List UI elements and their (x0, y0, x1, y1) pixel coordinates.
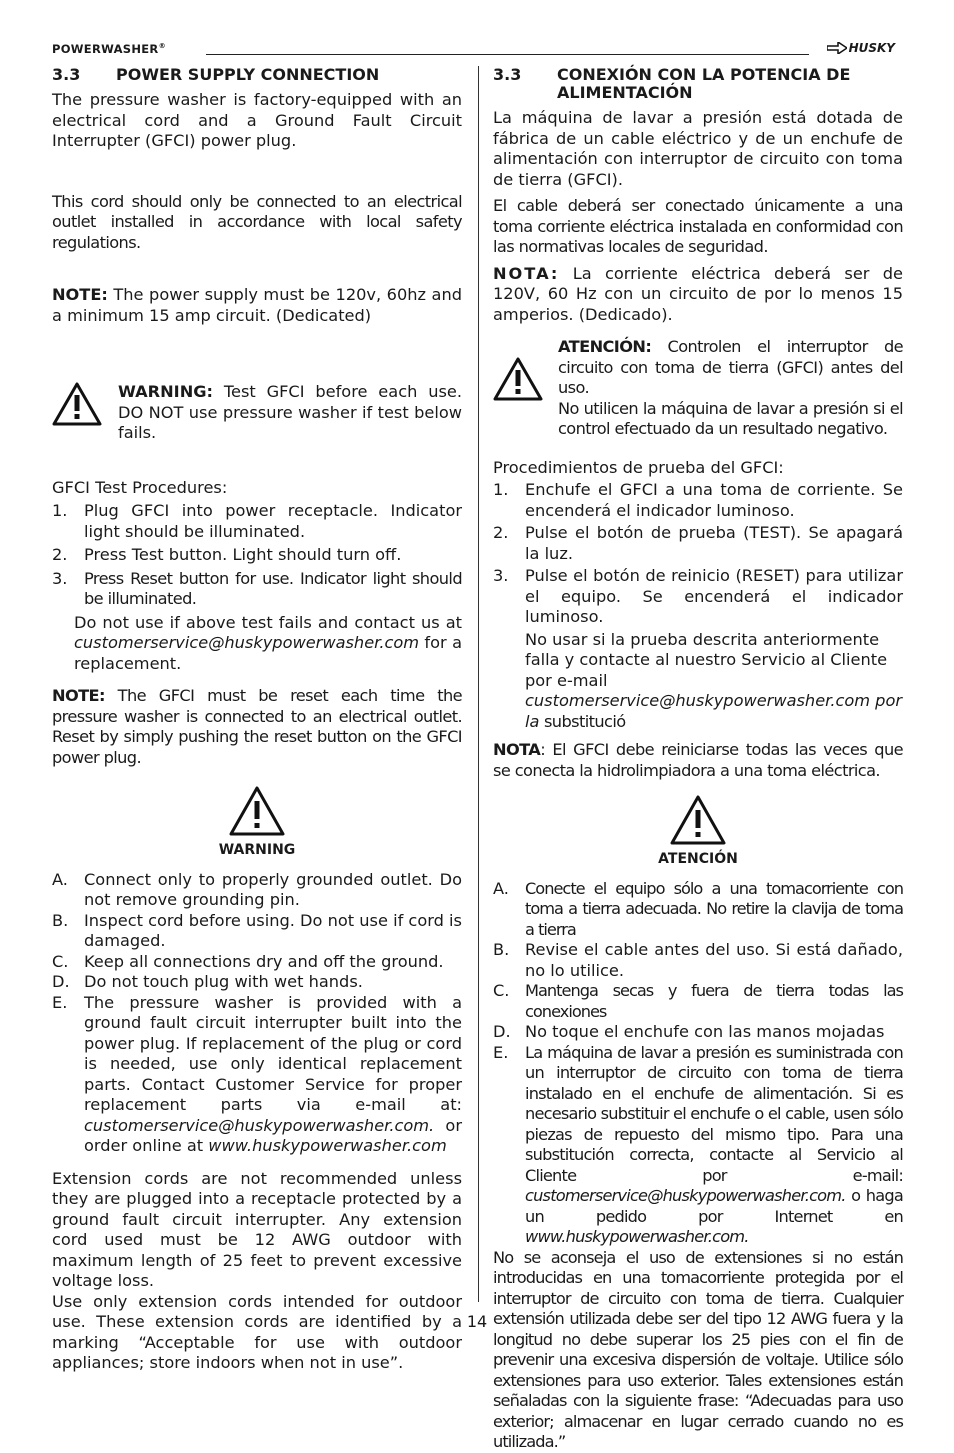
list-item: A. Connect only to properly grounded outlet. Do not remove grounding pin. (52, 869, 462, 909)
list-item: E. The pressure washer is provided with a ground fault circuit interrupter built into the power plug. If replacement of the plug or cord is needed, use only identical replacement parts. Contact Customer Service for proper replacement parts via e-mail at: customerservice@huskypowerwasher.com. or order online at www.huskypowerwasher.com (52, 992, 462, 1155)
nota-power: NOTA: La corriente eléctrica deberá ser de 120V, 60 Hz con un circuito de por lo menos 15 amperios. (Dedicado). (493, 263, 903, 324)
page-number: 14 (466, 1312, 488, 1331)
list-item: D. No toque el enchufe con las manos mojadas (493, 1022, 885, 1041)
english-column (52, 66, 462, 1374)
warning-triangle-icon (52, 382, 102, 426)
atencion-test (493, 337, 903, 440)
list-item: B. Inspect cord before using. Do not use if cord is damaged. (52, 910, 462, 950)
atencion-text-2: No utilicen la máquina de lavar a presión si el control efectuado da un resultado negativo. (558, 398, 903, 438)
test-fail-note: No usar si la prueba descrita anteriormente falla y contacte al nuestro Servicio al Cliente por e-mail customerservice@huskypowerwasher.com por la substitució (525, 629, 903, 731)
list-item: 2. Pulse el botón de prueba (TEST). Se apagará la luz. (493, 523, 903, 563)
list-item: 2. Press Test button. Light should turn off. (52, 545, 402, 564)
warning-triangle-icon (493, 357, 543, 401)
brand-name: POWERWASHER® (52, 42, 166, 56)
list-item: D. Do not touch plug with wet hands. (52, 972, 363, 991)
section-heading: 3.3 POWER SUPPLY CONNECTION (52, 65, 380, 84)
note-reset: NOTE: The GFCI must be reset each time the pressure washer is connected to an electrical outlet. Reset by simply pushing the reset button on the GFCI power plug. (52, 686, 462, 767)
list-item: C. Mantenga secas y fuera de tierra todas las conexiones (493, 981, 903, 1021)
test-steps (52, 501, 462, 610)
extension-paragraph: Extension cords are not recommended unless they are plugged into a receptacle protected by a ground fault circuit interrupter. Any extension cord used must be 12 AWG outdoor with maximum length of 25 feet to prevent excessive voltage loss. (52, 1168, 462, 1290)
arrow-logo-icon (827, 42, 847, 54)
husky-logo: HUSKY (827, 41, 895, 55)
paragraph-outlet: El cable deberá ser conectado únicamente a una toma corriente eléctrica instalada en conformidad con las normativas locales de seguridad. (493, 196, 903, 256)
list-item: C. Keep all connections dry and off the ground. (52, 951, 444, 971)
warning-triangle-icon (670, 795, 726, 845)
list-item: B. Revise el cable antes del uso. Si está dañado, no lo utilice. (493, 940, 903, 980)
nota-reset: NOTA: El GFCI debe reiniciarse todas las veces que se conecta la hidrolimpiadora a una toma eléctrica. (493, 740, 903, 780)
list-item: 1. Plug GFCI into power receptacle. Indicator light should be illuminated. (52, 501, 462, 541)
paragraph-intro: La máquina de lavar a presión está dotada de fábrica de un cable eléctrico y de un enchufe de alimentación con interruptor de circuito con toma de tierra (GFCI). (493, 108, 903, 189)
safety-items (493, 879, 903, 1248)
paragraph-intro: The pressure washer is factory-equipped with an electrical cord and a Ground Fault Circuit Interrupter (GFCI) power plug. (52, 90, 462, 150)
note-power: NOTE: The power supply must be 120v, 60hz and a minimum 15 amp circuit. (Dedicated) (52, 285, 462, 325)
warning-block (52, 786, 462, 858)
list-item: E. La máquina de lavar a presión es suministrada con un interruptor de circuito con toma de tierra instalado en el enchufe de alimentación. Si es necesario substituir el enchufe o el cable, usen sólo piezas de repuesto del mismo tipo. Para una substitución correcta, contacte al Servicio al Cliente por e-mail: customerservice@huskypowerwasher.com. o haga un pedido por Internet en www.huskypowerwasher.com. (493, 1042, 903, 1246)
extension-paragraph: No se aconseja el uso de extensiones si no están introducidas en una tomacorriente protegida por el interruptor de circuito con toma de tierra. Cualquier extensión utilizada debe ser del tipo 12 AWG fuera y la longitud no debe superar los 25 pies con el fin de prevenir una excesiva dispersión de voltaje. Utilice sólo extensiones para uso exterior. Tales extensiones están señaladas con la siguiente frase: “Adecuadas para uso exterior; almacenar en lugar cerrado cuando no es utilizada.” (493, 1247, 903, 1451)
spanish-column (493, 66, 903, 1453)
warning-test (52, 382, 462, 444)
test-fail-note: Do not use if above test fails and contact us at customerservice@huskypowerwasher.com for a replacement. (74, 612, 462, 673)
warning-caption: WARNING (218, 841, 296, 858)
test-title: Procedimientos de prueba del GFCI: (493, 457, 784, 477)
warning-text: WARNING: Test GFCI before each use. DO NOT use pressure washer if test below fails. (118, 382, 462, 442)
column-divider (478, 66, 479, 1302)
list-item: A. Conecte el equipo sólo a una tomacorriente con toma a tierra adecuada. No retire la clavija de toma a tierra (493, 878, 903, 939)
list-item: 3. Pulse el botón de reinicio (RESET) para utilizar el equipo. Se encenderá el indicador luminoso. (493, 566, 903, 626)
atencion-caption: ATENCIÓN (658, 850, 738, 867)
list-item: 1. Enchufe el GFCI a una toma de corriente. Se encenderá el indicador luminoso. (493, 480, 903, 520)
warning-triangle-icon (229, 786, 285, 836)
atencion-block (493, 795, 903, 867)
page-header (52, 40, 895, 60)
test-title: GFCI Test Procedures: (52, 477, 228, 497)
section-heading: 3.3 CONEXIÓN CON LA POTENCIA DE ALIMENTACIÓN (493, 65, 851, 102)
test-steps (493, 480, 903, 628)
atencion-text: ATENCIÓN: Controlen el interruptor de circuito con toma de tierra (GFCI) antes del uso. (558, 337, 903, 397)
header-rule (206, 54, 809, 55)
paragraph-outlet: This cord should only be connected to an electrical outlet installed in accordance with local safety regulations. (52, 191, 462, 252)
list-item: 3. Press Reset button for use. Indicator light should be illuminated. (52, 568, 462, 608)
safety-items (52, 870, 462, 1157)
extension-outdoor: Use only extension cords intended for outdoor use. These extension cords are identified by a marking “Acceptable for use with outdoor appliances; store indoors when not in use”. (52, 1291, 462, 1372)
